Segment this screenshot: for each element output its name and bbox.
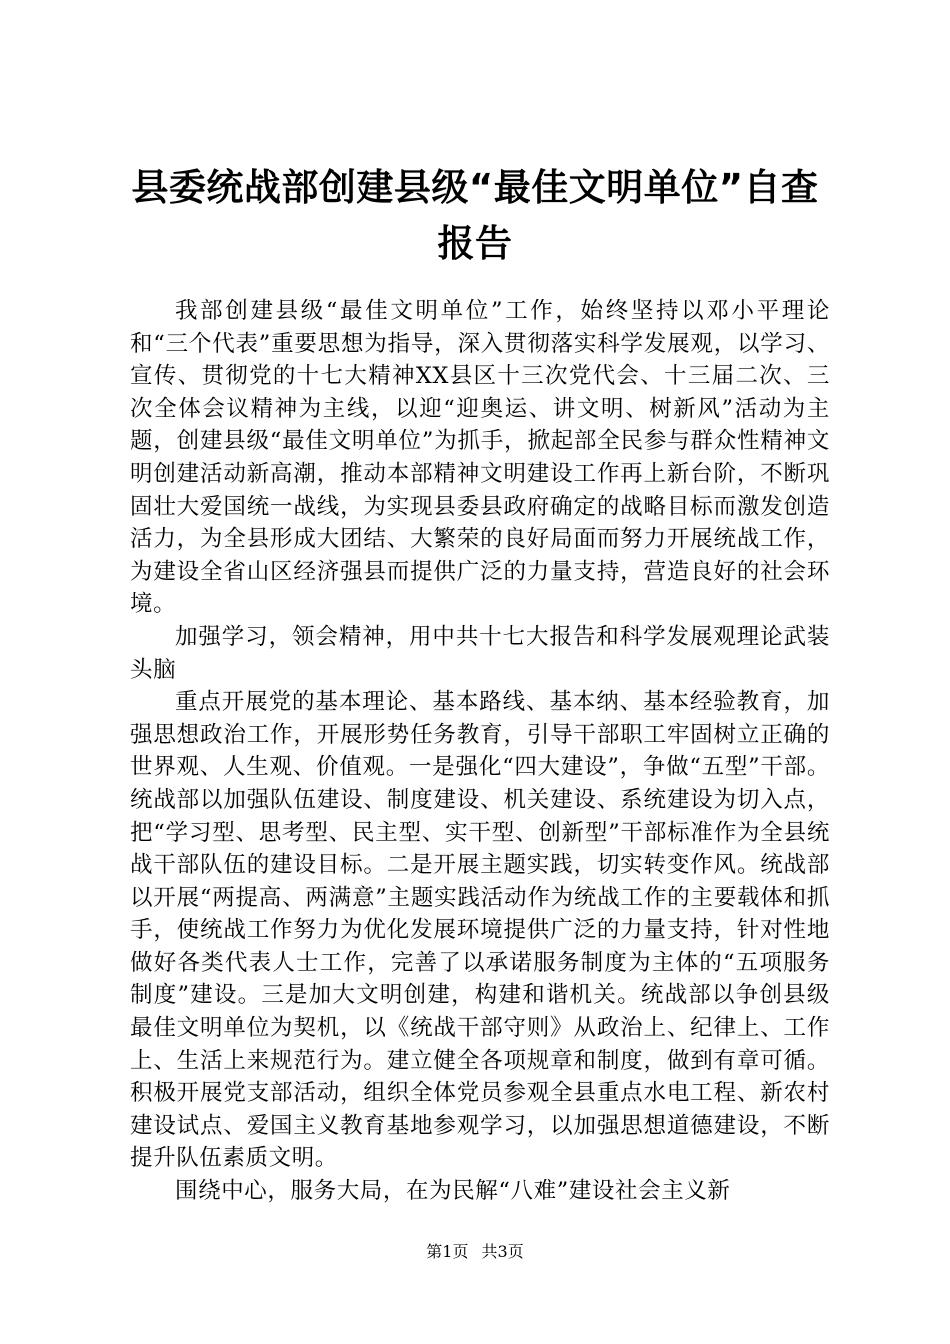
paragraph-section-heading-study: 加强学习，领会精神，用中共十七大报告和科学发展观理论武装头脑 (130, 623, 830, 683)
page-number: 第1页 (426, 1242, 469, 1261)
page-total: 共3页 (481, 1242, 524, 1261)
paragraph-section-heading-service: 围绕中心，服务大局，在为民解“八难”建设社会主义新 (175, 1178, 731, 1205)
paragraph-theory-education: 重点开展党的基本理论、基本路线、基本纳、基本经验教育，加强思想政治工作，开展形势任务教育，引导干部职工牢固树立正确的世界观、人生观、价值观。一是强化“四大建设”，争做“五型”干部。统战部以加强队伍建设、制度建设、机关建设、系统建设为切入点，把“学习型、思考型、民主型、实干型、创新型”干部标准作为全县统战干部队伍的建设目标。二是开展主题实践，切实转变作风。统战部以开展“两提高、两满意”主题实践活动作为统战工作的主要载体和抓手，使统战工作努力为优化发展环境提供广泛的力量支持，针对性地做好各类代表人士工作，完善了以承诺服务制度为主体的“五项服务制度”建设。三是加大文明创建，构建和谐机关。统战部以争创县级最佳文明单位为契机，以《统战干部守则》从政治上、纪律上、工作上、生活上来规范行为。建立健全各项规章和制度，做到有章可循。积极开展党支部活动，组织全体党员参观全县重点水电工程、新农村建设试点、爱国主义教育基地参观学习，以加强思想道德建设，不断提升队伍素质文明。 (130, 689, 830, 1172)
page-footer (0, 1241, 950, 1263)
paragraph-intro: 我部创建县级“最佳文明单位”工作，始终坚持以邓小平理论和“三个代表”重要思想为指导，深入贯彻落实科学发展观，以学习、宣传、贯彻党的十七大精神XX县区十三次党代会、十三届二次、三次全体会议精神为主线，以迎“迎奥运、讲文明、树新风”活动为主题，创建县级“最佳文明单位”为抓手，掀起部全民参与群众性精神文明创建活动新高潮，推动本部精神文明建设工作再上新台阶，不断巩固壮大爱国统一战线，为实现县委县政府确定的战略目标而激发创造活力，为全县形成大团结、大繁荣的良好局面而努力开展统战工作，为建设全省山区经济强县而提供广泛的力量支持，营造良好的社会环境。 (130, 298, 830, 618)
document-title: 县委统战部创建县级“最佳文明单位”自查报告 (131, 166, 819, 265)
document-body (130, 295, 830, 1208)
